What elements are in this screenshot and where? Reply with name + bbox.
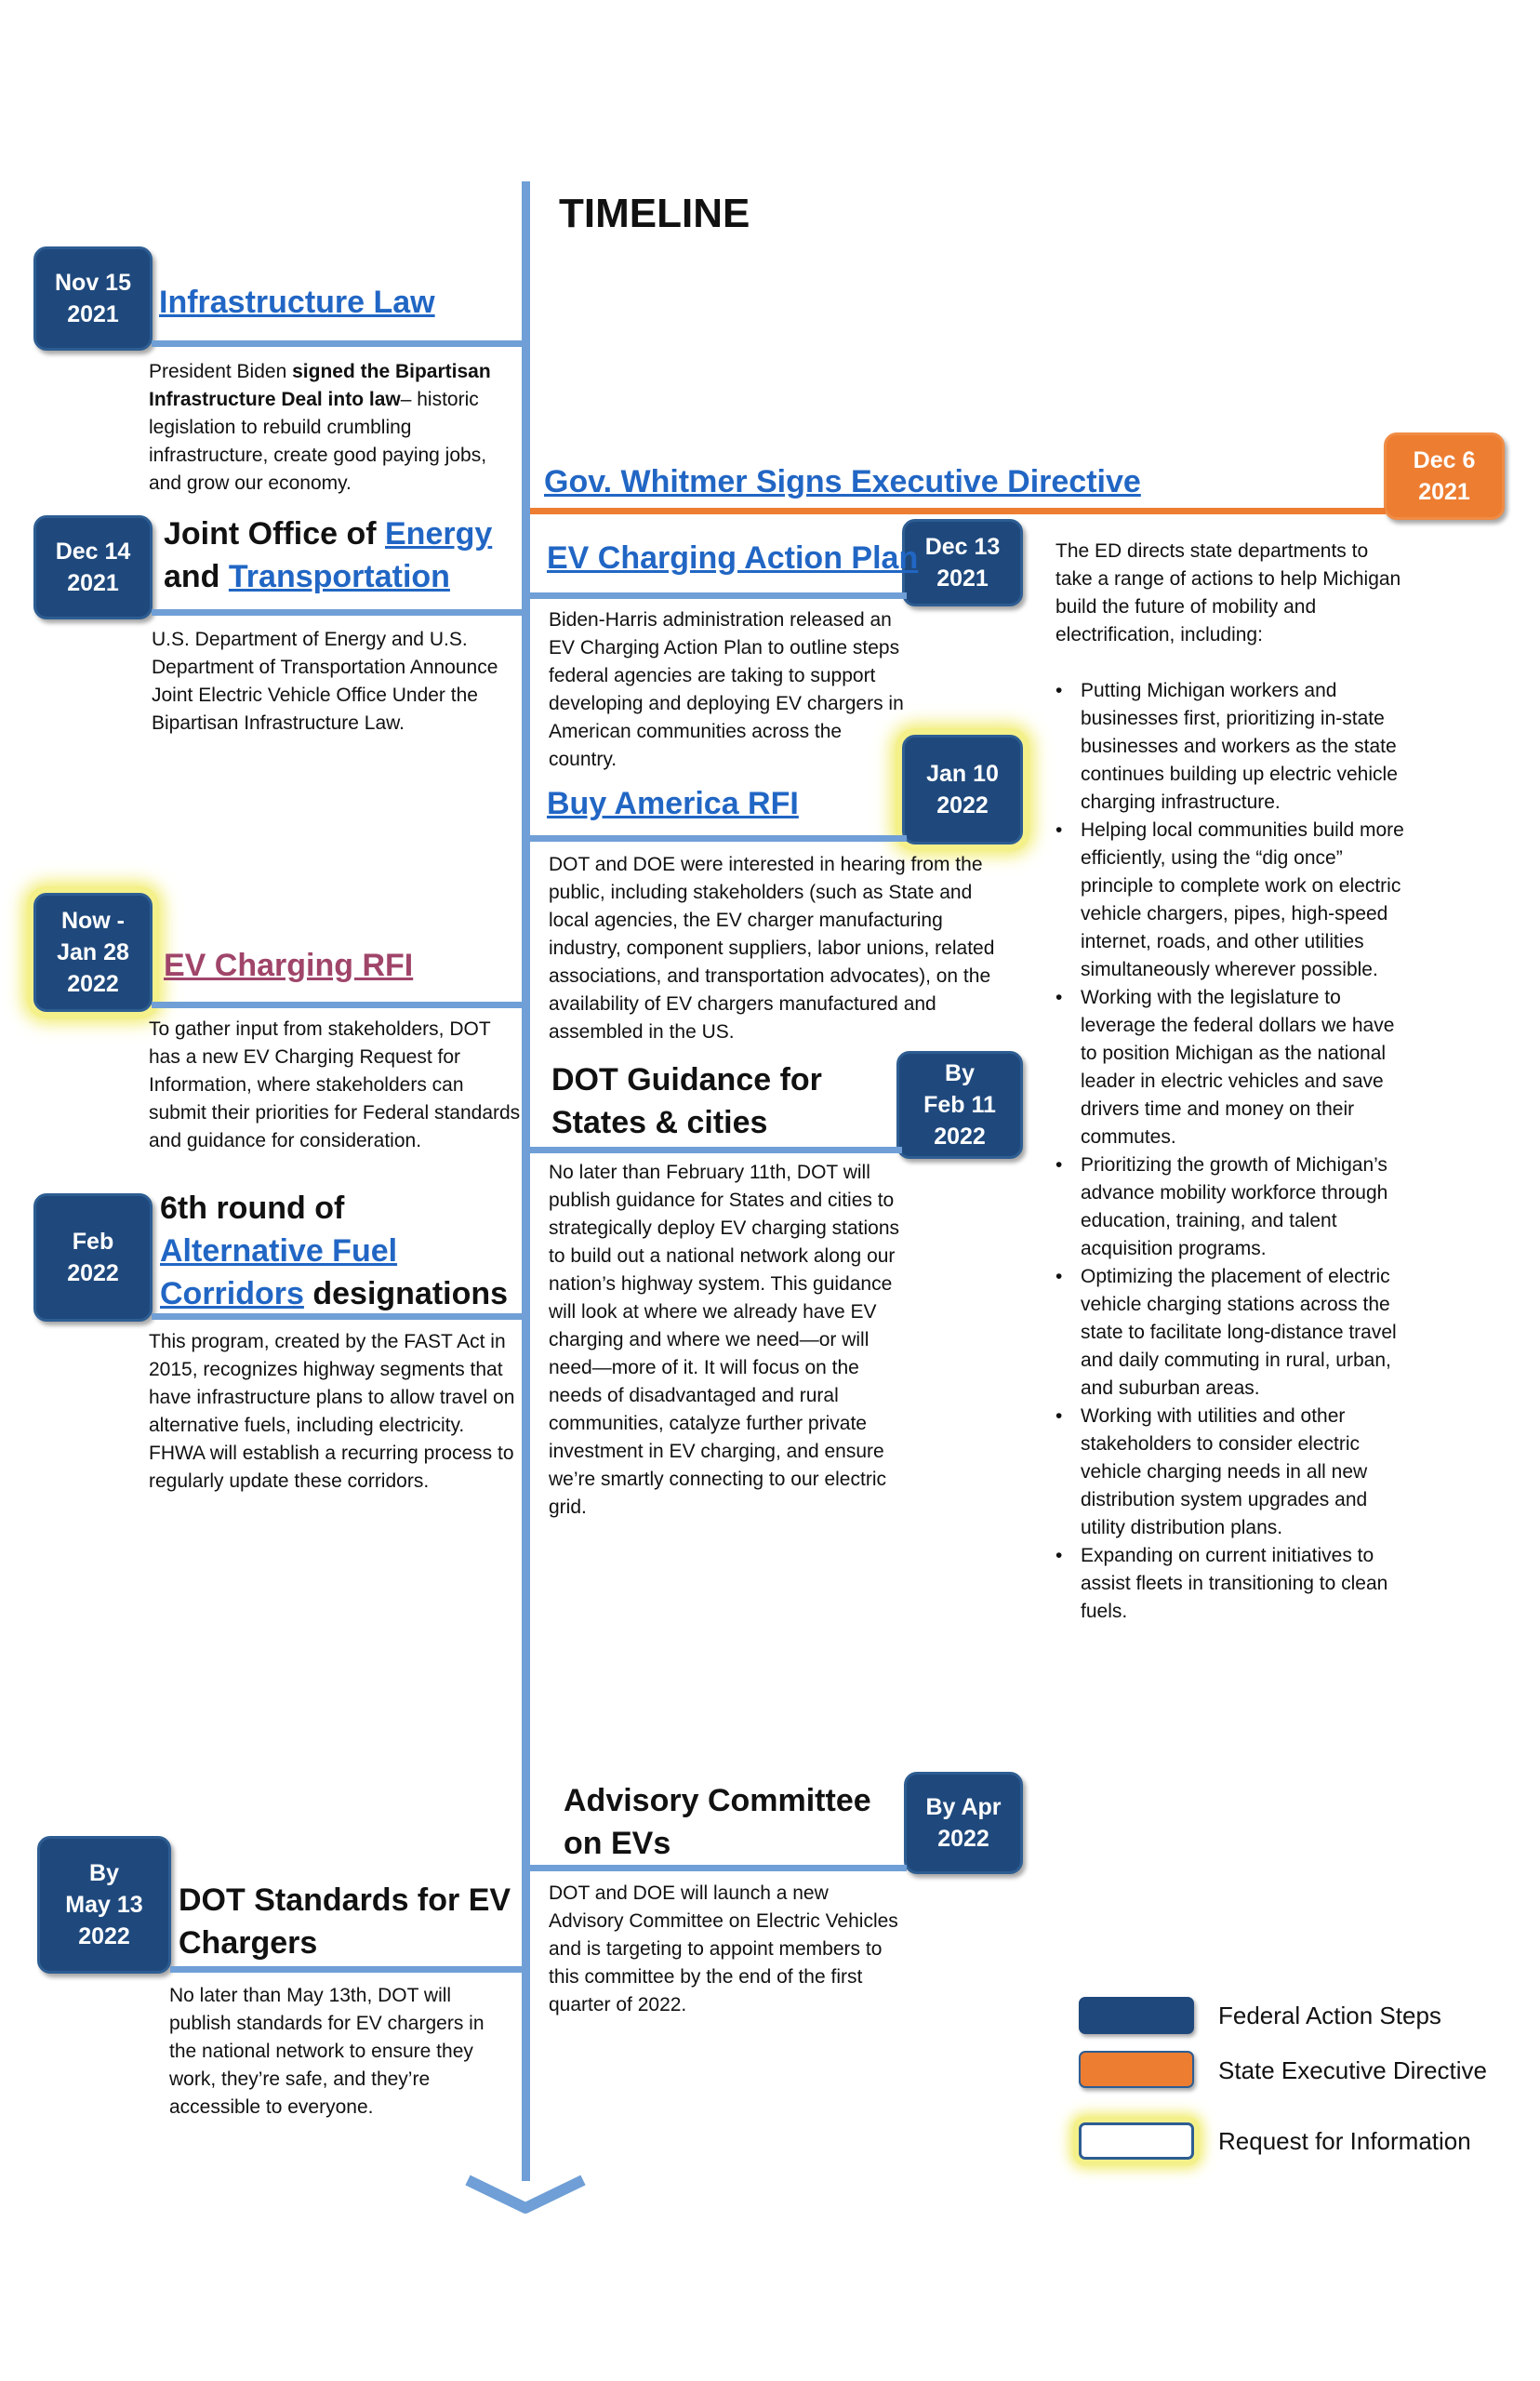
transportation-link[interactable]: Transportation <box>228 559 450 594</box>
date-badge-whitmer: Dec 6 2021 <box>1384 432 1505 520</box>
connector-line <box>152 340 524 347</box>
list-item: • Helping local communities build more efficiently, using the “dig once” principle to complete work on electric vehicle chargers, pipes, high-speed internet, roads, and other utilities simultaneously wherever possible. <box>1081 817 1409 984</box>
afc-description: This program, created by the FAST Act in 2015, recognizes highway segments that have infrastructure plans to allow travel on alternative fuels, including electricity. FHWA will establish a recurring process to regularly update these corridors. <box>149 1331 515 1492</box>
connector-line-state <box>530 508 1386 514</box>
advisory-description: DOT and DOE will launch a new Advisory Committee on Electric Vehicles and is targeting to appoint members to this committee by the end of the first quarter of 2022. <box>549 1882 898 2015</box>
legend-state-label: State Executive Directive <box>1218 2056 1488 2084</box>
date-badge-afc: Feb 2022 <box>33 1193 153 1322</box>
legend-rfi-label: Request for Information <box>1218 2127 1471 2155</box>
date-badge-guidance: By Feb 11 2022 <box>896 1051 1023 1159</box>
date-badge-buy-america: Jan 10 2022 <box>902 735 1023 845</box>
directive-list <box>1055 677 1409 1626</box>
infra-description: President Biden signed the Bipartisan Infrastructure Deal into law– historic legislation to rebuild crumbling infrastructure, create good paying jobs, and grow our economy. <box>149 361 491 494</box>
action-plan-description: Biden-Harris administration released an EV Charging Action Plan to outline steps federal agencies are taking to support developing and deploying EV chargers in American communities across the country. <box>549 609 904 770</box>
page-title: TIMELINE <box>559 191 750 236</box>
list-item: • Optimizing the placement of electric vehicle charging stations across the state to facilitate long-distance travel and daily commuting in rural, urban, and suburban areas. <box>1081 1263 1409 1403</box>
advisory-title: Advisory Committee on EVs <box>564 1783 871 1861</box>
connector-line <box>170 1966 524 1973</box>
date-badge-standards: By May 13 2022 <box>37 1836 171 1974</box>
connector-line <box>152 1002 524 1008</box>
buy-america-rfi-link[interactable]: Buy America RFI <box>547 786 799 821</box>
list-item: • Putting Michigan workers and businesses first, prioritizing in-state businesses and workers as the state continues building up electric vehicle charging infrastructure. <box>1081 677 1409 817</box>
standards-title: DOT Standards for EV Chargers <box>179 1882 511 1961</box>
connector-line <box>152 609 524 616</box>
date-badge-joint-office: Dec 14 2021 <box>33 515 153 619</box>
guidance-title: DOT Guidance for States & cities <box>551 1058 822 1144</box>
legend-swatch-federal <box>1079 1997 1194 2034</box>
joint-office-description: U.S. Department of Energy and U.S. Department of Transportation Announce Joint Electric Vehicle Office Under the Bipartisan Infrastructure Law. <box>152 629 498 734</box>
ev-charging-action-plan-link[interactable]: EV Charging Action Plan <box>547 540 919 576</box>
afc-title: 6th round of Alternative Fuel Corridors designations <box>160 1190 509 1311</box>
energy-link[interactable]: Energy <box>385 516 493 552</box>
connector-line <box>152 1313 524 1320</box>
whitmer-directive-link[interactable]: Gov. Whitmer Signs Executive Directive <box>544 464 1141 499</box>
date-badge-advisory: By Apr 2022 <box>904 1772 1023 1874</box>
rfi-description: To gather input from stakeholders, DOT has a new EV Charging Request for Information, where stakeholders can submit their priorities for Federal standards and guidance for consideration. <box>149 1018 521 1151</box>
legend-swatch-rfi <box>1079 2122 1194 2160</box>
list-item: • Expanding on current initiatives to assist fleets in transitioning to clean fuels. <box>1081 1542 1409 1626</box>
buy-america-description: DOT and DOE were interested in hearing from the public, including stakeholders (such as State and local agencies, the EV charger manufacturing industry, component suppliers, labor unions, related associations, and transportation advocates), on the availability of EV chargers manufactured and assembled in the US. <box>549 854 995 1043</box>
standards-description: No later than May 13th, DOT will publish standards for EV chargers in the national network to ensure they work, they’re safe, and they’re accessible to everyone. <box>169 1985 485 2118</box>
date-badge-ev-charging-rfi: Now - Jan 28 2022 <box>33 893 153 1012</box>
list-item: • Working with the legislature to leverage the federal dollars we have to position Michigan as the national leader in electric vehicles and save drivers time and money on their commutes. <box>1081 984 1409 1151</box>
timeline-spine <box>522 181 530 2181</box>
connector-line <box>530 1147 902 1153</box>
corridors-link[interactable]: Corridors <box>160 1276 304 1311</box>
ev-charging-rfi-link[interactable]: EV Charging RFI <box>164 948 414 983</box>
legend-federal-label: Federal Action Steps <box>1218 2002 1441 2029</box>
list-item: • Prioritizing the growth of Michigan’s advance mobility workforce through education, training, and talent acquisition programs. <box>1081 1151 1409 1263</box>
connector-line <box>530 835 907 842</box>
connector-line <box>530 1865 907 1871</box>
infrastructure-law-link[interactable]: Infrastructure Law <box>159 285 435 320</box>
connector-line <box>530 592 907 599</box>
alternative-fuel-link[interactable]: Alternative Fuel <box>160 1233 398 1269</box>
legend-swatch-state <box>1079 2051 1194 2088</box>
guidance-description: No later than February 11th, DOT will publish guidance for States and cities to strategically deploy EV charging stations to build out a national network along our nation’s highway system. This guidance will look at where we already have EV charging and where we need—or will need—more of it. It will focus on the needs of disadvantaged and rural communities, catalyze further private investment in EV charging, and ensure we’re smartly connecting to our electric grid. <box>549 1162 900 1518</box>
list-item: • Working with utilities and other stakeholders to consider electric vehicle charging needs in all new distribution system upgrades and utility distribution plans. <box>1081 1403 1409 1542</box>
date-badge-infra: Nov 15 2021 <box>33 246 153 351</box>
timeline-arrow-icon <box>462 2175 589 2217</box>
whitmer-description: The ED directs state departments to take a range of actions to help Michigan build the future of mobility and electrification, including: • Putting Michigan workers and businesses first, prioritizing in-state businesses and workers as the state continues building up electric vehicle charging infrastructure. • Helping local communities build more efficiently, using the “dig once” principle to complete work on electric vehicle chargers, pipes, high-speed internet, roads, and other utilities simultaneously wherever possible. • Working with the legislature to leverage the federal dollars we have to position Michigan as the national leader in electric vehicles and save drivers time and money on their commutes. • Prioritizing the growth of Michigan’s advance mobility workforce through education, training, and talent acquisition programs. • Optimizing the placement of electric vehicle charging stations across the state to facilitate long-distance travel and daily commuting in rural, urban, and suburban areas. • Working with utilities and other stakeholders to consider electric vehicle charging needs in all new distribution system upgrades and utility distribution plans. • Expanding on current initiatives to assist fleets in transitioning to clean fuels. <box>1055 538 1409 1626</box>
joint-office-title: Joint Office of Energy and Transportation <box>164 516 493 594</box>
date-badge-action-plan: Dec 13 2021 <box>902 519 1023 606</box>
